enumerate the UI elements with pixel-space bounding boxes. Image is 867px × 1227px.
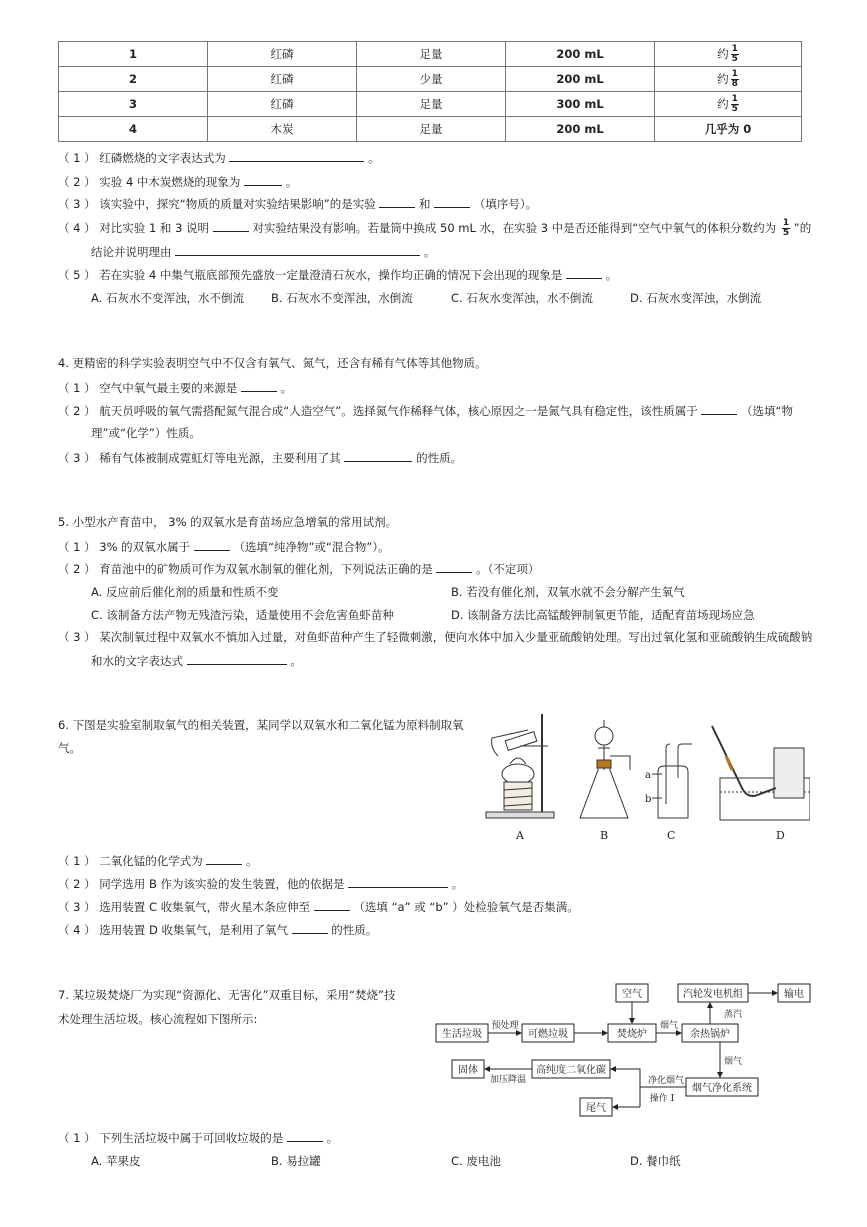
answer-blank[interactable] [194,539,230,551]
process-flow-diagram [430,980,815,1120]
q3-sub2-text: （ 2 ） 实验 4 中木炭燃烧的现象为 [58,175,241,189]
table-cell-volume: 200 mL [506,117,655,142]
q6-title-line1: 6. 下图是实验室制取氧气的相关装置，某同学以双氧水和二氧化锰为原料制取氧 [58,718,464,732]
q3-sub1: （ 1 ） 红磷燃烧的文字表达式为 。 [58,151,380,165]
table-row [59,92,802,117]
table-cell-amount: 少量 [357,67,506,92]
flow-turbine: 汽轮发电机组 [683,989,743,1000]
answer-blank[interactable] [292,922,328,934]
answer-blank[interactable] [175,244,420,256]
q3-sub2: （ 2 ） 实验 4 中木炭燃烧的现象为 。 [58,175,298,189]
answer-blank[interactable] [379,196,415,208]
flow-purifier: 烟气净化系统 [692,1083,752,1094]
table-cell-volume: 300 mL [506,92,655,117]
table-cell-result: 约 $\frac{1}{8}$ [655,67,802,92]
lab-apparatus-figure [470,708,810,848]
q7-option-d[interactable]: D. 餐巾纸 [630,1154,681,1168]
q7-option-c[interactable]: C. 废电池 [451,1154,501,1168]
q3-sub5: （ 5 ） 若在实验 4 中集气瓶底部预先盛放一定量澄清石灰水，操作均正确的情况下会出现的现象是 。 [58,268,618,282]
q3-option-a[interactable]: A. 石灰水不变浑浊，水不倒流 [91,291,244,305]
answer-blank[interactable] [436,561,472,573]
q4-sub2: （ 2 ） 航天员呼吸的氧气需搭配氮气混合成“人造空气”。选择氮气作稀释气体，核心原因之一是氮气具有稳定性，该性质属于 （选填“物 [58,404,793,418]
table-cell-material: 红磷 [208,67,357,92]
q5-sub3: （ 3 ） 某次制氧过程中双氧水不慎加入过量，对鱼虾苗种产生了轻微刺激，便向水体中加入少量亚硫酸钠处理。写出过氧化氢和亚硫酸钠生成硫酸钠 [58,630,813,644]
q4-sub2-cont: 理”或“化学”）性质。 [91,426,201,440]
apparatus-b [580,720,630,818]
answer-blank[interactable] [434,196,470,208]
label-a: A [516,829,524,842]
q5-option-c[interactable]: C. 该制备方法产物无残渣污染，适量使用不会危害鱼虾苗种 [91,608,394,622]
flow-boiler: 余热锅炉 [690,1029,730,1040]
q7-sub1: （ 1 ） 下列生活垃圾中属于可回收垃圾的是 。 [58,1131,339,1145]
answer-blank[interactable] [213,220,249,232]
table-cell-volume: 200 mL [506,42,655,67]
table-cell-id: 3 [59,92,208,117]
flow-combustible: 可燃垃圾 [528,1029,568,1040]
q6-title-line2: 气。 [58,741,81,755]
flow-solid: 固体 [458,1065,478,1076]
table-cell-amount: 足量 [357,117,506,142]
flow-incinerator: 焚烧炉 [617,1029,647,1040]
experiment-table [58,41,802,142]
answer-blank[interactable] [701,403,737,415]
table-cell-amount: 足量 [357,92,506,117]
flow-air: 空气 [622,989,642,1000]
answer-blank[interactable] [344,450,412,462]
table-cell-id: 4 [59,117,208,142]
flow-pressurize: 加压降温 [489,1075,527,1085]
q3-option-d[interactable]: D. 石灰水变浑浊，水倒流 [630,291,762,305]
table-cell-result: 几乎为 0 [655,117,802,142]
table-cell-volume: 200 mL [506,67,655,92]
answer-blank[interactable] [244,174,282,186]
table-row [59,67,802,92]
q3-sub4: （ 4 ） 对比实验 1 和 3 说明 对实验结果没有影响。若量筒中换成 50 mL 水，在实验 3 中是否还能得到“空气中氧气的体积分数约为 $\frac{1}{5}$ ”的 [58,218,812,238]
q5-title: 5. 小型水产育苗中， 3% 的双氧水是育苗场应急增氧的常用试剂。 [58,515,398,529]
flow-power: 输电 [784,989,804,1000]
label-c: C [667,829,676,842]
flow-fluegas2: 烟气 [724,1057,743,1067]
q3-option-b[interactable]: B. 石灰水不变浑浊，水倒流 [271,291,413,305]
flow-co2: 高纯度二氧化碳 [536,1065,606,1076]
q6-sub4: （ 4 ） 选用装置 D 收集氧气，是利用了氧气 的性质。 [58,923,378,937]
answer-blank[interactable] [314,899,350,911]
q5-sub1: （ 1 ） 3% 的双氧水属于 （选填“纯净物”或“混合物”）。 [58,540,390,554]
flow-fluegas1: 烟气 [659,1021,679,1031]
q7-option-a[interactable]: A. 苹果皮 [91,1154,141,1168]
table-cell-material: 木炭 [208,117,357,142]
flow-tail: 尾气 [586,1103,606,1114]
label-d: D [776,829,785,842]
q7-option-b[interactable]: B. 易拉罐 [271,1154,321,1168]
q3-option-c[interactable]: C. 石灰水变浑浊，水不倒流 [451,291,593,305]
answer-blank[interactable] [187,653,287,665]
label-b: B [600,829,609,842]
answer-blank[interactable] [206,853,242,865]
table-cell-result: 约 $\frac{1}{5}$ [655,42,802,67]
q3-sub1-text: （ 1 ） 红磷燃烧的文字表达式为 [58,151,226,165]
port-b-label: b [645,794,652,805]
q3-sub4-cont: 结论并说明理由 。 [91,245,436,259]
answer-blank[interactable] [566,267,602,279]
port-a-label: a [645,770,651,781]
q4-title: 4. 更精密的科学实验表明空气中不仅含有氧气、氮气，还含有稀有气体等其他物质。 [58,356,487,370]
table-cell-result: 约 $\frac{1}{5}$ [655,92,802,117]
q5-option-b[interactable]: B. 若没有催化剂，双氧水就不会分解产生氧气 [451,585,685,599]
apparatus-d [712,726,810,820]
flow-purified: 净化烟气 [647,1076,685,1086]
q6-sub3: （ 3 ） 选用装置 C 收集氧气，带火星木条应伸至 （选填 “a” 或 “b” ）处检验氧气是否集满。 [58,900,579,914]
table-cell-amount: 足量 [357,42,506,67]
fraction: $\frac{1}{8}$ [731,68,738,89]
q7-title-line2: 术处理生活垃圾。核心流程如下图所示: [58,1012,258,1026]
q7-title-line1: 7. 某垃圾焚烧厂为实现“资源化、无害化”双重目标，采用“焚烧”技 [58,988,396,1002]
table-row [59,42,802,67]
answer-blank[interactable] [348,876,448,888]
q5-option-a[interactable]: A. 反应前后催化剂的质量和性质不变 [91,585,279,599]
q6-sub2: （ 2 ） 同学选用 B 作为该实验的发生装置，他的依据是 。 [58,877,464,891]
table-cell-material: 红磷 [208,42,357,67]
answer-blank[interactable] [229,150,364,162]
fraction: $\frac{1}{5}$ [731,43,738,64]
table-cell-id: 2 [59,67,208,92]
table-row [59,117,802,142]
q5-sub2: （ 2 ） 育苗池中的矿物质可作为双氧水制氧的催化剂，下列说法正确的是 。（不定项） [58,562,540,576]
q5-option-d[interactable]: D. 该制备方法比高锰酸钾制氧更节能，适配育苗场现场应急 [451,608,755,622]
apparatus-c [652,744,692,818]
answer-blank[interactable] [241,380,277,392]
q4-sub1: （ 1 ） 空气中氧气最主要的来源是 。 [58,381,293,395]
q5-sub3-cont: 和水的文字表达式 。 [91,654,302,668]
q3-sub3: （ 3 ） 该实验中，探究“物质的质量对实验结果影响”的是实验 和 （填序号）。 [58,197,538,211]
fraction: $\frac{1}{5}$ [731,93,738,114]
table-cell-id: 1 [59,42,208,67]
table-cell-material: 红磷 [208,92,357,117]
flow-pretreat: 预处理 [491,1021,519,1031]
answer-blank[interactable] [287,1130,323,1142]
flow-op: 操作 I [649,1094,675,1104]
flow-garbage: 生活垃圾 [442,1029,482,1040]
apparatus-a [486,714,554,818]
q6-sub1: （ 1 ） 二氧化锰的化学式为 。 [58,854,258,868]
q4-sub3: （ 3 ） 稀有气体被制成霓虹灯等电光源，主要利用了其 的性质。 [58,451,463,465]
fraction-one-fifth: $\frac{1}{5}$ [782,218,790,238]
flow-steam: 蒸汽 [724,1010,743,1020]
